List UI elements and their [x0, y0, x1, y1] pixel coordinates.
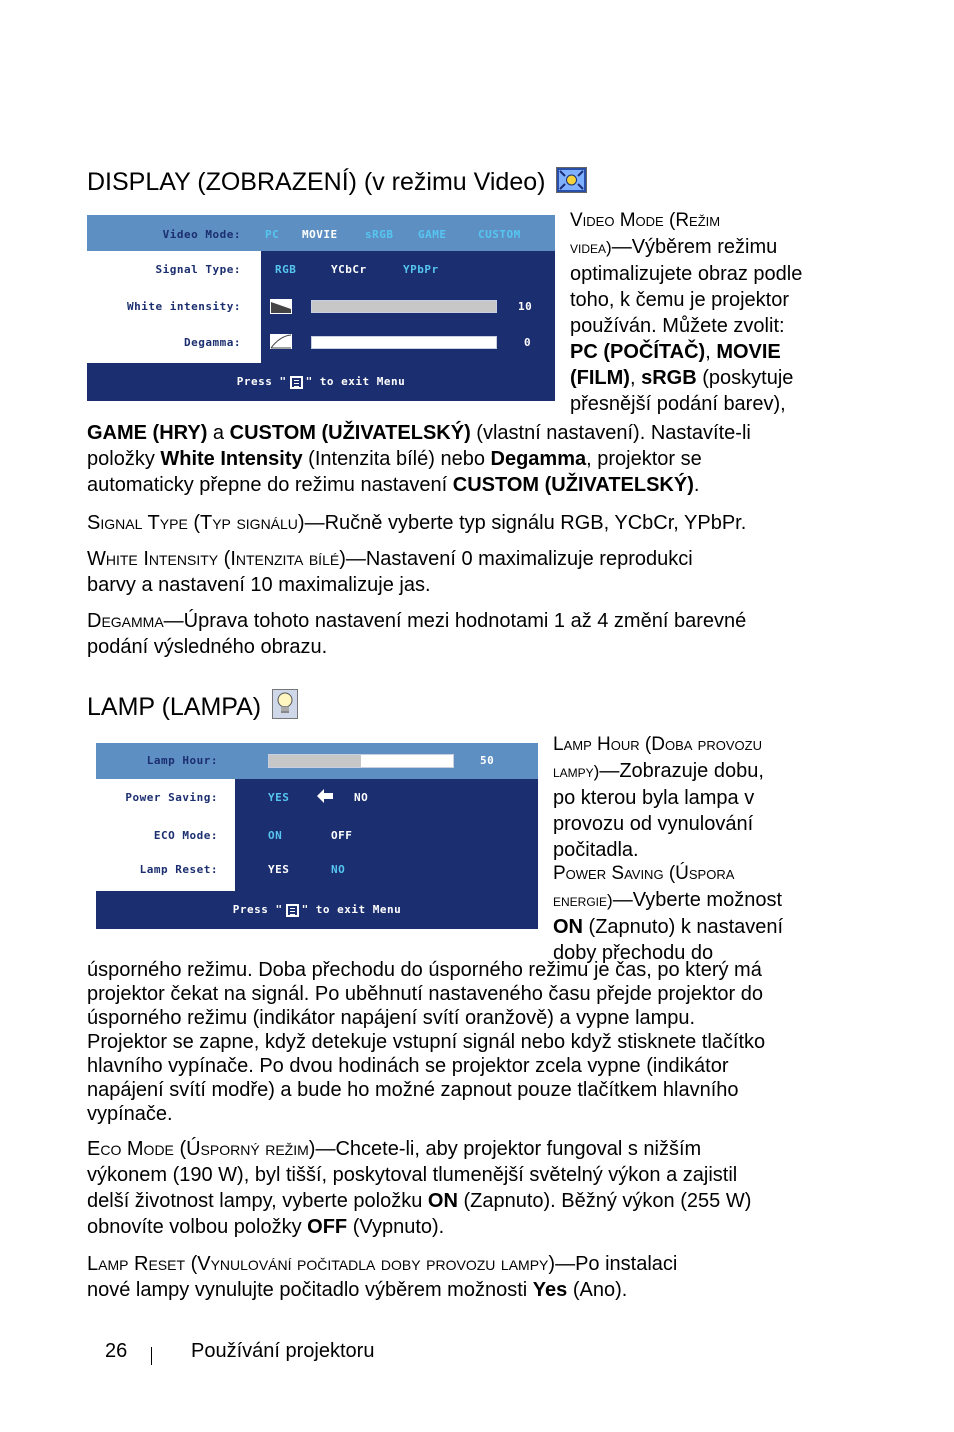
signal-type-ycbcr[interactable]: YCbCr — [331, 263, 367, 276]
video-mode-movie[interactable]: MOVIE — [302, 228, 338, 241]
vm-custom-desc: (vlastní nastavení). Nastavíte-li — [470, 422, 751, 444]
lamp-reset-label: Lamp Reset: — [139, 863, 218, 876]
menu-button-icon — [286, 904, 299, 917]
display-osd-footer — [87, 363, 555, 401]
vm-opt-film: (FILM) — [570, 367, 630, 389]
lamp-reset-no[interactable]: NO — [331, 863, 346, 876]
power-saving-description-cont: úsporného režimu. Doba přechodu do úsporného režimu je čas, po který má projektor čekat na signál. Po uběhnutí nastaveného času přejde projektor do úsporného režimu (indikátor napájení svítí oranžově) a vypne lampu. Projektor se zapne, když detekuje vstupní signál nebo když stisknete tlačítko hlavního vypínače. Po dvou hodinách se projektor zcela vypne (indikátor napájení svítí modře) a bude ho možné zapnout pouze tlačítkem hlavního vypínače. — [87, 959, 766, 1125]
lamp-reset-yes[interactable]: YES — [268, 863, 290, 876]
vm-opt-movie: MOVIE — [716, 341, 781, 363]
video-mode-description-cont: GAME (HRY) a CUSTOM (UŽIVATELSKÝ) (vlastní nastavení). Nastavíte-li položky White Intensity (Intenzita bílé) nebo Degamma, projektor se automaticky přepne do režimu nastavení CUSTOM (UŽIVATELSKÝ). — [87, 422, 751, 496]
signal-type-term: Signal Type (Typ signálu) — [87, 512, 305, 534]
white-intensity-description: White Intensity (Intenzita bílé)—Nastavení 0 maximalizuje reprodukci barvy a nastavení 10 maximalizuje jas. — [87, 548, 693, 596]
white-intensity-term: White Intensity (Intenzita bílé) — [87, 548, 346, 570]
eco-mode-on[interactable]: ON — [268, 829, 283, 842]
vm-opt-srgb: sRGB — [641, 367, 697, 389]
degamma-label: Degamma: — [184, 336, 241, 349]
degamma-term: Degamma — [87, 610, 164, 632]
lamp-osd-footer: Press " " to exit Menu — [96, 891, 538, 929]
lamp-hour-value: 50 — [480, 754, 495, 767]
footer-section-title: Používání projektoru — [191, 1340, 375, 1362]
degamma-description: Degamma—Úprava tohoto nastavení mezi hodnotami 1 až 4 změní barevné podání výsledného obrazu. — [87, 610, 747, 658]
menu-button-icon — [290, 376, 303, 389]
footer-divider — [151, 1347, 152, 1365]
video-mode-label: Video Mode: — [162, 228, 241, 241]
power-saving-yes[interactable]: YES — [268, 791, 290, 804]
white-intensity-icon — [270, 299, 292, 314]
power-saving-arrow-icon — [315, 787, 335, 808]
vm-opt-custom: CUSTOM (UŽIVATELSKÝ) — [229, 422, 471, 444]
power-saving-description: Power Saving (Úspora energie)—Vyberte možnost ON (Zapnuto) k nastavení doby přechodu do — [553, 863, 784, 964]
video-mode-srgb[interactable]: sRGB — [365, 228, 394, 241]
white-intensity-label: White intensity: — [127, 300, 241, 313]
lamp-reset-description: Lamp Reset (Vynulování počitadla doby provozu lampy)—Po instalaci nové lampy vynulujte počitadlo výběrem možnosti Yes (Ano). — [87, 1253, 678, 1301]
lamp-hour-bar-fill — [269, 755, 361, 767]
video-mode-custom[interactable]: CUSTOM — [478, 228, 521, 241]
video-mode-text-1: —Výběrem režimu — [611, 236, 778, 258]
signal-type-text: —Ručně vyberte typ signálu RGB, YCbCr, YPbPr. — [304, 512, 747, 534]
lamp-heading-text: LAMP (LAMPA) — [87, 693, 262, 721]
display-osd-menu — [87, 215, 555, 401]
white-intensity-slider-fill — [312, 301, 496, 312]
display-heading-text: DISPLAY (ZOBRAZENÍ) (v režimu Video) — [87, 168, 546, 196]
osd-footer-press: Press " — [236, 375, 287, 388]
lamp-bulb-icon — [272, 689, 298, 719]
video-mode-term: Video Mode (Režim — [570, 210, 721, 231]
lamp-heading — [87, 689, 298, 722]
signal-type-label: Signal Type: — [155, 263, 241, 276]
degamma-value: 0 — [524, 336, 532, 349]
lamp-hour-term: Lamp Hour (Doba provozu — [553, 734, 762, 755]
vm-line-8: přesnější podání barev), — [570, 393, 786, 415]
white-intensity-slider[interactable] — [311, 300, 497, 313]
lamp-osd-menu — [96, 743, 538, 929]
eco-mode-label: ECO Mode: — [153, 829, 218, 842]
video-mode-description: Video Mode (Režim videa)—Výběrem režimu optimalizujete obraz podle toho, k čemu je projektor používán. Můžete zvolit: PC (POČÍTAČ), MOVIE (FILM), sRGB (poskytuje přesnější podání barev), — [570, 208, 830, 417]
lamp-reset-term: Lamp Reset (Vynulování počitadla doby provozu lampy) — [87, 1253, 556, 1275]
eco-mode-off[interactable]: OFF — [331, 829, 353, 842]
lamp-hour-bar — [268, 754, 454, 768]
power-saving-label: Power Saving: — [125, 791, 218, 804]
video-mode-game[interactable]: GAME — [418, 228, 447, 241]
lamp-hour-row — [96, 743, 538, 779]
video-mode-row[interactable] — [87, 215, 555, 251]
lamp-hour-description: Lamp Hour (Doba provozu lampy)—Zobrazuje dobu, po kterou byla lampa v provozu od vynulování počitadla. — [553, 734, 764, 861]
vm-opt-game: GAME (HRY) — [87, 422, 208, 444]
video-mode-term-2: videa) — [570, 238, 612, 257]
signal-type-description — [87, 510, 746, 536]
page-number: 26 — [105, 1340, 128, 1362]
display-settings-icon — [556, 167, 587, 193]
signal-type-rgb[interactable]: RGB — [275, 263, 297, 276]
osd-footer-exit: " to exit Menu — [305, 375, 406, 388]
vm-opt-pc: PC (POČÍTAČ) — [570, 341, 706, 363]
lamp-hour-label: Lamp Hour: — [146, 754, 218, 767]
signal-type-ypbpr[interactable]: YPbPr — [403, 263, 439, 276]
white-intensity-text-2: barvy a nastavení 10 maximalizuje jas. — [87, 574, 431, 596]
video-mode-text-4: používán. Můžete zvolit: — [570, 315, 785, 337]
video-mode-pc[interactable]: PC — [265, 228, 280, 241]
degamma-icon — [270, 334, 292, 349]
video-mode-text-2: optimalizujete obraz podle — [570, 263, 803, 285]
eco-mode-term: Eco Mode (Úsporný režim) — [87, 1138, 316, 1160]
video-mode-text-3: toho, k čemu je projektor — [570, 289, 789, 311]
vm-srgb-desc: (poskytuje — [696, 367, 794, 389]
power-saving-term: Power Saving (Úspora — [553, 863, 735, 884]
power-saving-no[interactable]: NO — [354, 791, 369, 804]
display-heading — [87, 167, 587, 197]
degamma-slider[interactable] — [311, 336, 497, 349]
eco-mode-description: Eco Mode (Úsporný režim)—Chcete-li, aby projektor fungoval s nižším výkonem (190 W), byl tišší, poskytoval tlumenější světelný výkon a zajistil delší životnost lampy, vyberte položku ON (Zapnuto). Běžný výkon (255 W) obnovíte volbou položky OFF (Vypnuto). — [87, 1138, 752, 1238]
white-intensity-value: 10 — [518, 300, 533, 313]
degamma-text-2: podání výsledného obrazu. — [87, 636, 328, 658]
